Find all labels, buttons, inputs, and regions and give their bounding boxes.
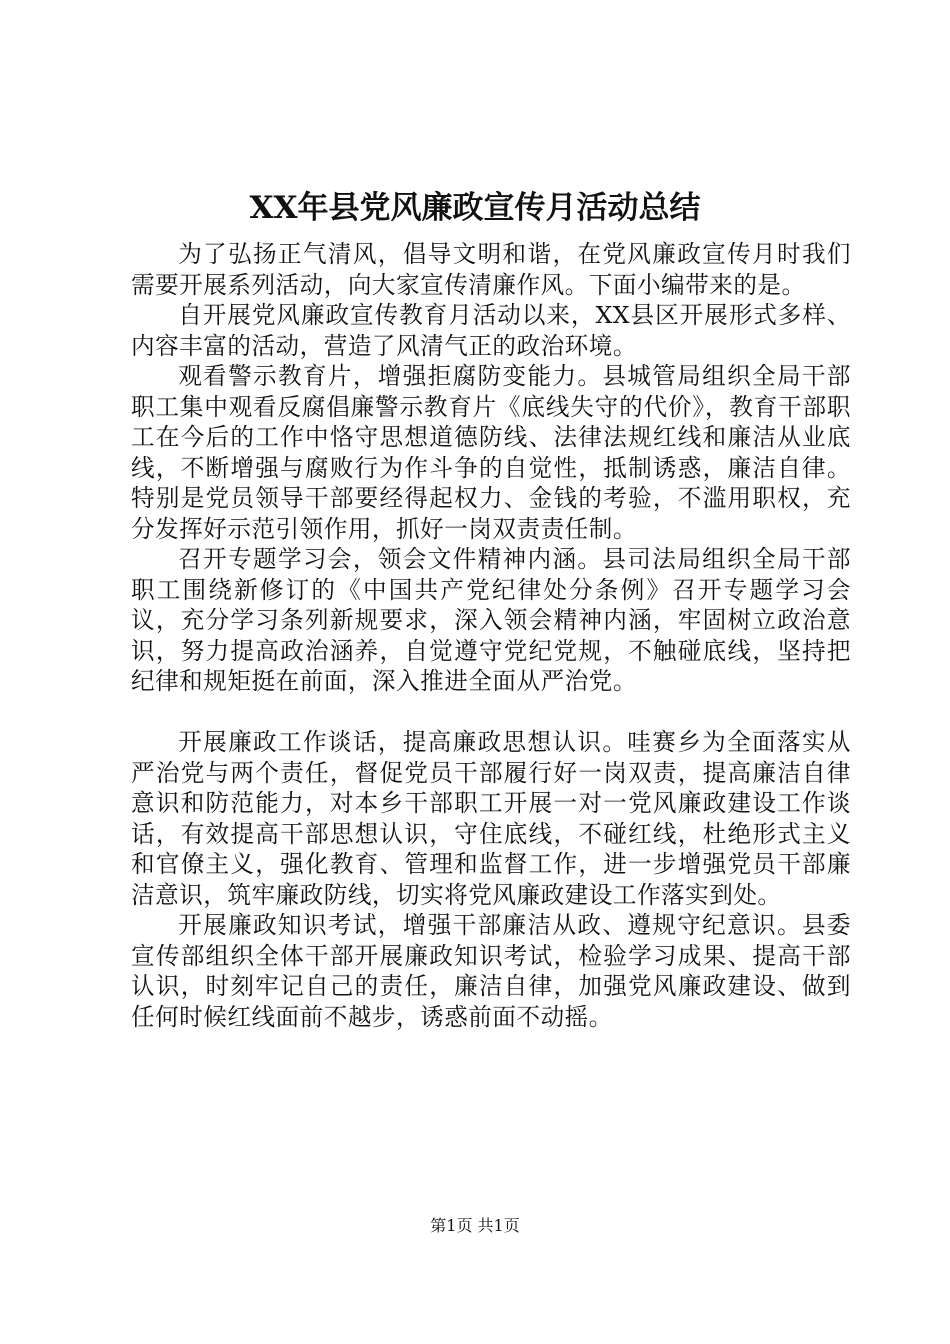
paragraph-intro: 为了弘扬正气清风，倡导文明和谐，在党风廉政宣传月时我们需要开展系列活动，向大家宣传清廉作风。下面小编带来的是。 bbox=[131, 240, 851, 299]
paragraph-talks: 开展廉政工作谈话，提高廉政思想认识。哇赛乡为全面落实从严治党与两个责任，督促党员干部履行好一岗双责，提高廉洁自律意识和防范能力，对本乡干部职工开展一对一党风廉政建设工作谈话，有效提高干部思想认识，守住底线，不碰红线，杜绝形式主义和官僚主义，强化教育、管理和监督工作，进一步增强党员干部廉洁意识，筑牢廉政防线，切实将党风廉政建设工作落实到处。 bbox=[131, 728, 851, 909]
paragraph-warning-film: 观看警示教育片，增强拒腐防变能力。县城管局组织全局干部职工集中观看反腐倡廉警示教育片《底线失守的代价》，教育干部职工在今后的工作中恪守思想道德防线、法律法规红线和廉洁从业底线，不断增强与腐败行为作斗争的自觉性，抵制诱惑，廉洁自律。特别是党员领导干部要经得起权力、金钱的考验，不滥用职权，充分发挥好示范引领作用，抓好一岗双责责任制。 bbox=[131, 362, 851, 543]
paragraph-exam: 开展廉政知识考试，增强干部廉洁从政、遵规守纪意识。县委宣传部组织全体干部开展廉政知识考试，检验学习成果、提高干部认识，时刻牢记自己的责任，廉洁自律，加强党风廉政建设、做到任何时候红线面前不越步，诱惑前面不动摇。 bbox=[131, 911, 851, 1031]
document-body bbox=[131, 239, 851, 1032]
paragraph-overview: 自开展党风廉政宣传教育月活动以来，XX县区开展形式多样、内容丰富的活动，营造了风清气正的政治环境。 bbox=[131, 301, 851, 360]
document-title: XX年县党风廉政宣传月活动总结 bbox=[249, 190, 701, 226]
paragraph-study-meeting: 召开专题学习会，领会文件精神内涵。县司法局组织全局干部职工围绕新修订的《中国共产党纪律处分条例》召开专题学习会议，充分学习条列新规要求，深入领会精神内涵，牢固树立政治意识，努力提高政治涵养，自觉遵守党纪党规，不触碰底线，坚持把纪律和规矩挺在前面，深入推进全面从严治党。 bbox=[131, 545, 851, 695]
paragraph-gap bbox=[131, 697, 851, 728]
page-footer: 第1页 共1页 bbox=[430, 1216, 520, 1235]
